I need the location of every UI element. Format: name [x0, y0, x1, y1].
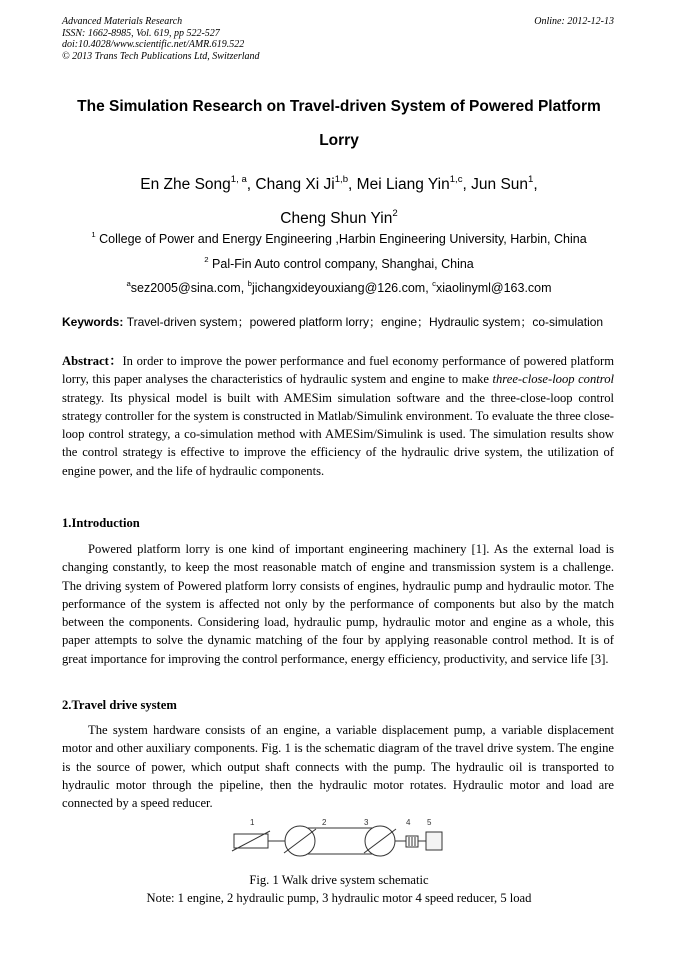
abstract-text-1: In order to improve the power performance and fuel economy performance of powered platform lorry, this paper analyses the characteristics of hydraulic system and engine to make	[62, 354, 614, 387]
title-line-2: Lorry	[319, 132, 359, 149]
author-list	[40, 168, 638, 236]
affiliation-1	[40, 231, 638, 247]
issn-line: ISSN: 1662-8985, Vol. 619, pp 522-527	[62, 27, 220, 39]
affiliation-text: Pal-Fin Auto control company, Shanghai, China	[212, 257, 474, 271]
author-separator: ,	[533, 176, 538, 193]
title-line-1: The Simulation Research on Travel-driven System of Powered Platform	[77, 98, 601, 115]
author-name: Mei Liang Yin	[356, 176, 450, 193]
author-affiliation-mark: 2	[392, 207, 398, 219]
keywords-label: Keywords:	[62, 315, 124, 329]
email-address[interactable]: xiaolinyml@163.com	[436, 281, 552, 295]
affiliation-mark: 1	[91, 230, 96, 240]
author-name: Chang Xi Ji	[255, 176, 335, 193]
keywords	[62, 313, 617, 331]
load-block	[426, 832, 442, 850]
figure-caption: Fig. 1 Walk drive system schematic	[249, 873, 429, 887]
email-line	[40, 280, 638, 296]
affiliation-mark: 2	[204, 255, 209, 265]
section-heading-travel-drive: 2.Travel drive system	[62, 698, 177, 712]
online-date: Online: 2012-12-13	[534, 16, 614, 27]
email-mark: a	[126, 279, 131, 289]
author-affiliation-mark: 1,c	[449, 173, 463, 185]
author-name: En Zhe Song	[140, 176, 231, 193]
travel-drive-schematic	[228, 815, 448, 867]
copyright-line: © 2013 Trans Tech Publications Ltd, Switzerland	[62, 50, 260, 62]
email-mark: c	[432, 279, 437, 289]
author-separator: ,	[348, 176, 357, 193]
doi-line: doi:10.4028/www.scientific.net/AMR.619.522	[62, 39, 245, 50]
figure-note: Note: 1 engine, 2 hydraulic pump, 3 hydraulic motor 4 speed reducer, 5 load	[146, 891, 532, 905]
author-line-1	[40, 168, 638, 202]
author-separator: ,	[246, 176, 256, 193]
email-mark: b	[247, 279, 252, 289]
author-name: Jun Sun	[471, 176, 529, 193]
abstract	[62, 352, 614, 480]
section-text-introduction: Powered platform lorry is one kind of important engineering machinery [1]. As the external load is changing constantly, to keep the most reasonable match of engine and transmission system is a challenge. The driving system of Powered platform lorry consists of engines, hydraulic pump and hydraulic motor. The performance of the system is affected not only by the performance of components but also by the match between the components. Considering load, hydraulic pump, hydraulic motor and engine as a whole, this paper attempts to solve the dynamic matching of the four by applying reasonable control method. It is of great importance for improving the control performance, energy efficiency, productivity, and service life [3].	[62, 542, 614, 666]
email-address[interactable]: jichangxideyouxiang@126.com,	[251, 281, 433, 295]
section-text-travel-drive: The system hardware consists of an engine, a variable displacement pump, a variable displacement motor and other auxiliary components. Fig. 1 is the schematic diagram of the travel drive system. The engine is the source of power, which output shaft connects with the pump. The hydraulic oil is transported to hydraulic motor through the pipeline, then the hydraulic motor rotates. Hydraulic motor and load are connected by a speed reducer.	[62, 723, 614, 811]
author-affiliation-mark: 1, a	[230, 173, 247, 185]
figure-label-2: 2	[322, 818, 327, 827]
affiliation-text: College of Power and Energy Engineering ,Harbin Engineering University, Harbin, China	[99, 232, 587, 246]
abstract-italic-term: three-close-loop control	[492, 372, 614, 387]
author-affiliation-mark: 1,b	[334, 173, 349, 185]
affiliation-2	[40, 256, 638, 272]
paper-title	[40, 90, 638, 158]
figure-label-4: 4	[406, 818, 411, 827]
abstract-label: Abstract：	[62, 354, 123, 368]
abstract-text-2: strategy. Its physical model is built with AMESim simulation software and the three-close-loop control strategy controller for the system is constructed in Matlab/Simulink environment. To evaluate the three close-loop control strategy, a co-simulation method with AMESim/Simulink is used. The simulation results show the control strategy is effective to improve the efficiency of the hydraulic drive system, the utilization of engine power, and the life of hydraulic components.	[62, 390, 614, 478]
journal-metadata	[62, 16, 260, 62]
author-name: Cheng Shun Yin	[280, 210, 393, 227]
figure-label-5: 5	[427, 818, 432, 827]
author-affiliation-mark: 1	[528, 173, 534, 185]
keywords-text: Travel-driven system；powered platform lorry；engine；Hydraulic system；co-simulation	[126, 315, 604, 329]
figure-label-3: 3	[364, 818, 369, 827]
figure-label-1: 1	[250, 818, 255, 827]
section-heading-introduction: 1.Introduction	[62, 516, 140, 530]
journal-name: Advanced Materials Research	[62, 16, 183, 27]
email-address[interactable]: sez2005@sina.com,	[130, 281, 248, 295]
author-separator: ,	[462, 176, 472, 193]
